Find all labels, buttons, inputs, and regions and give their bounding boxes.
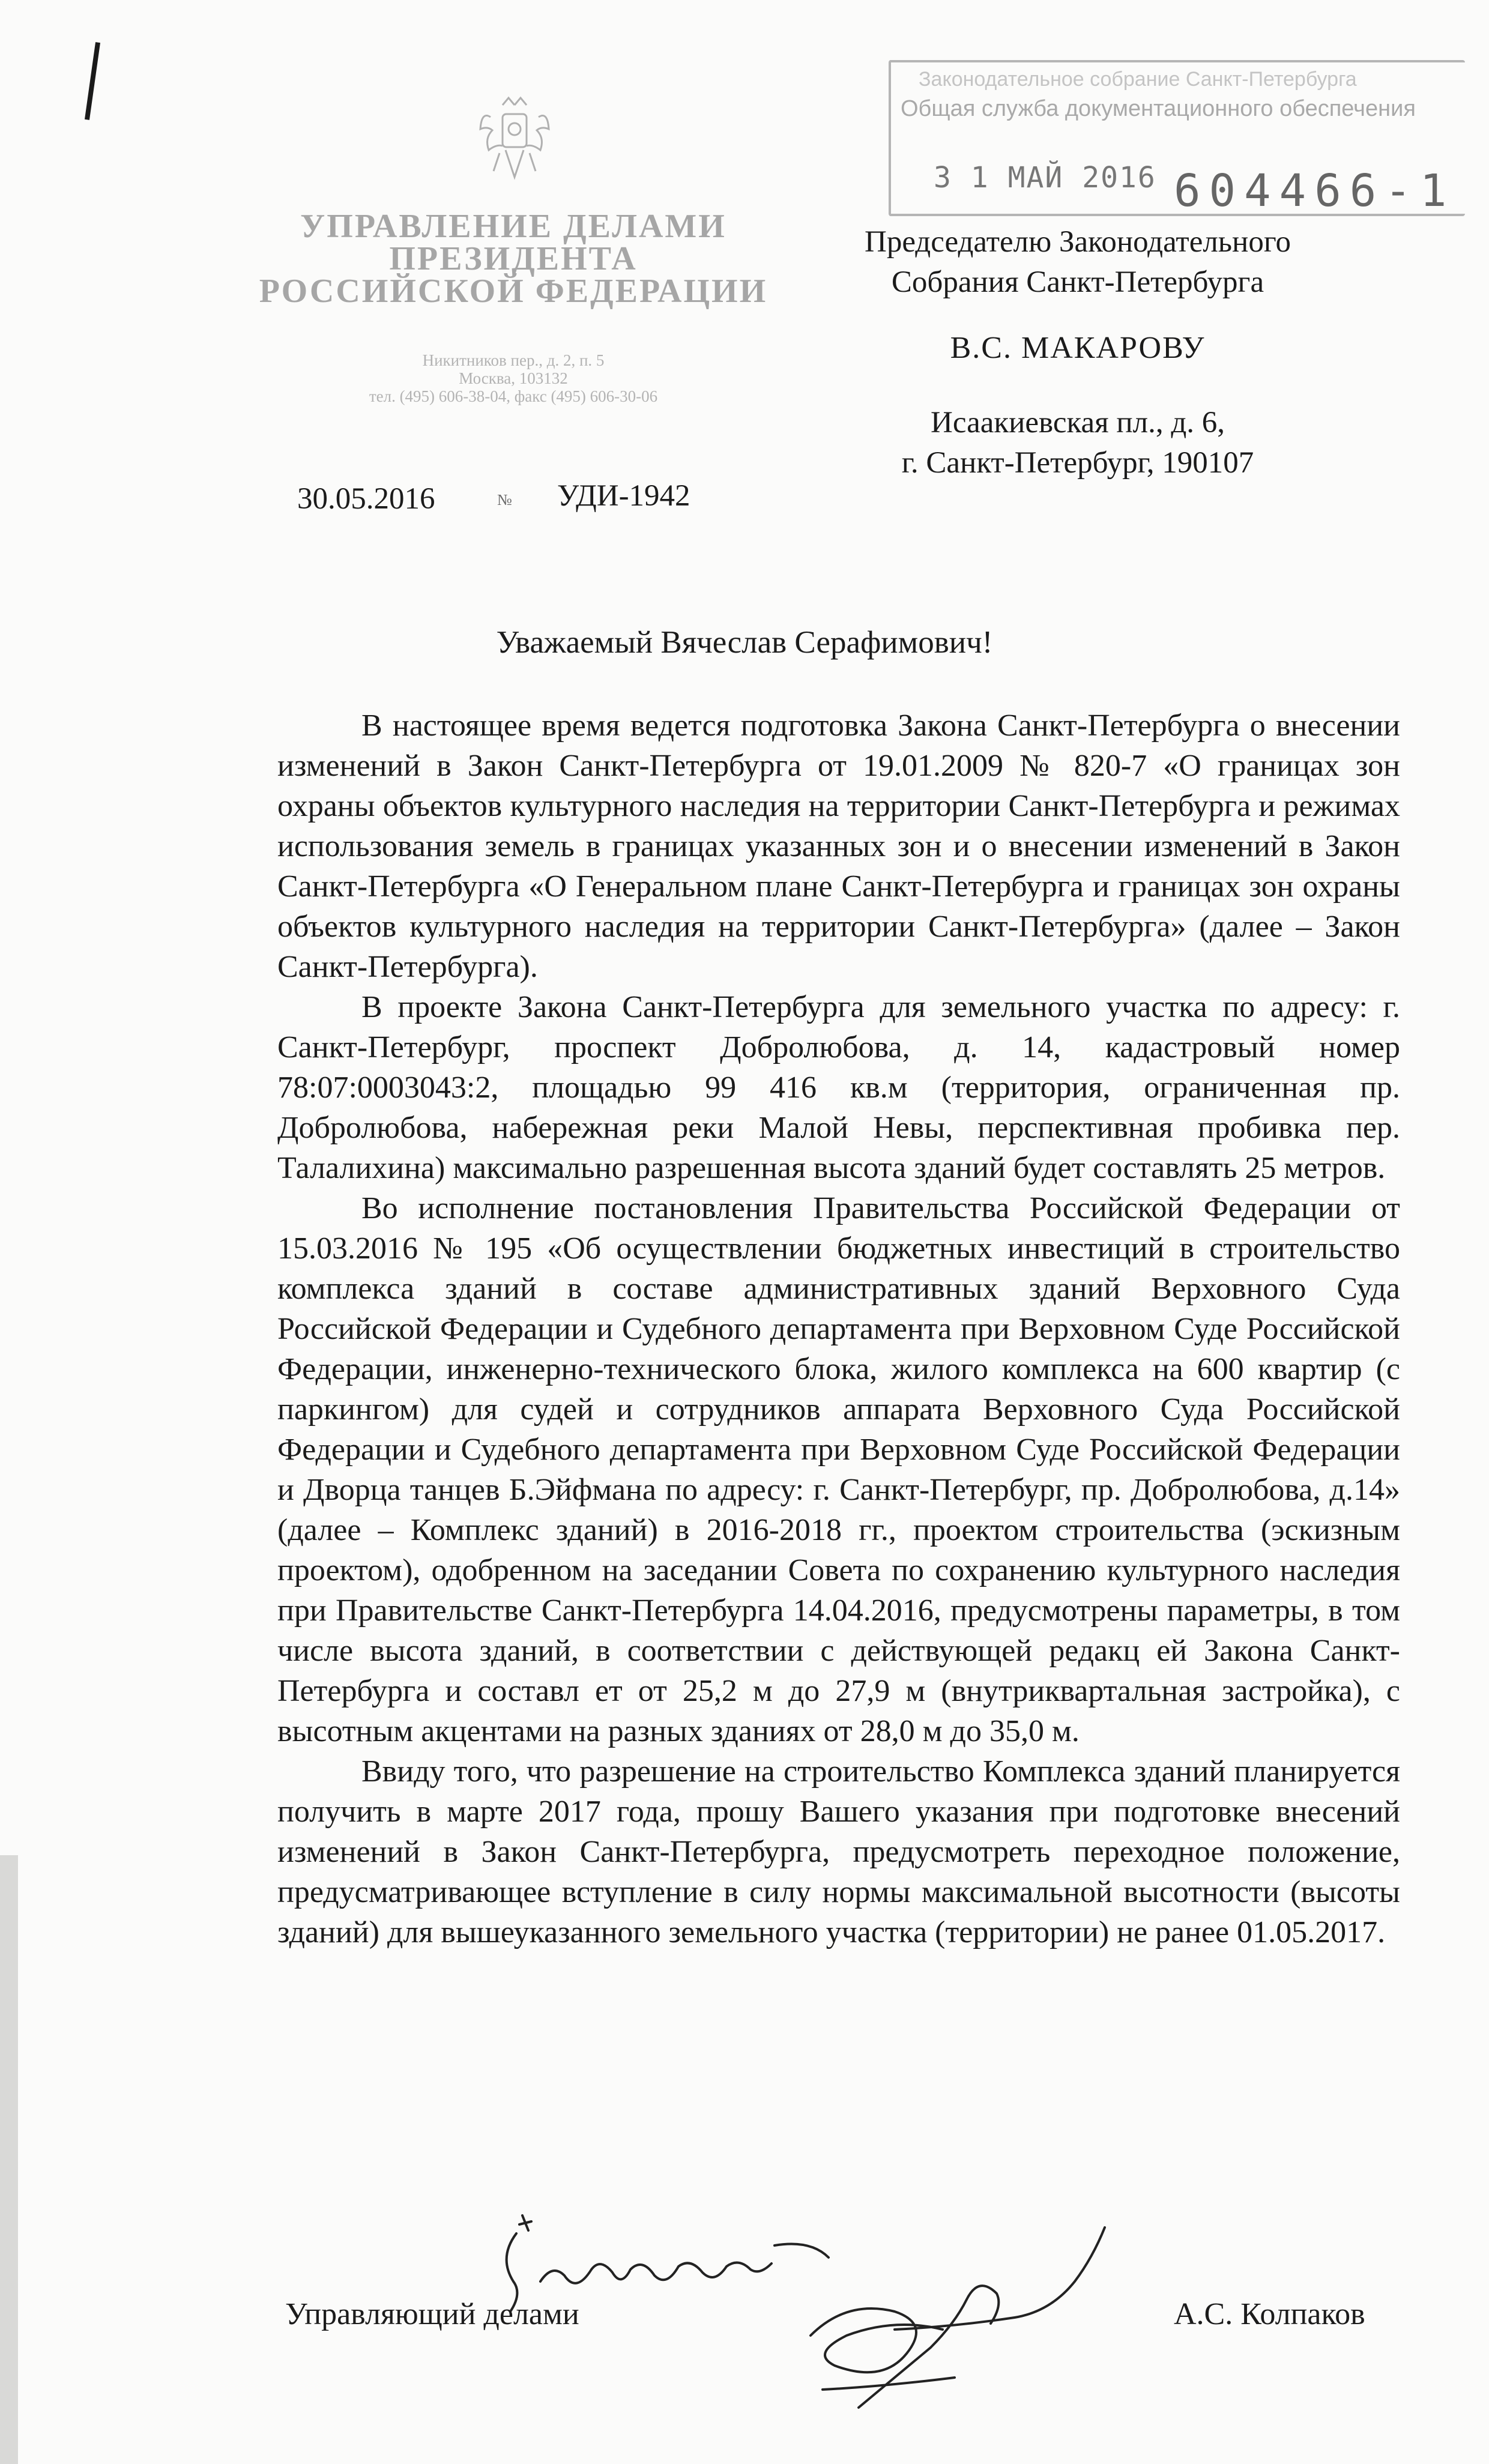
number-sign: № [497, 491, 512, 509]
org-name-line: УПРАВЛЕНИЕ ДЕЛАМИ [300, 208, 726, 245]
stamp-registration-number: 604466-1 [1174, 165, 1455, 217]
letter-body [277, 705, 1400, 1952]
addressee-name: В.С. МАКАРОВУ [950, 331, 1206, 365]
signatory-title: Управляющий делами [285, 2297, 579, 2331]
org-address-line: тел. (495) 606-38-04, факс (495) 606-30-06 [369, 387, 658, 405]
coat-of-arms-emblem-icon [476, 93, 554, 183]
body-paragraph: Ввиду того, что разрешение на строительство Комплекса зданий планируется получить в марте 2017 года, прошу Вашего указания при подготовке внесений изменений в Закон Санкт-Петербурга, предусмотреть переходное положение, предусматривающее вступление в силу нормы максимальной высотности (высоты зданий) для вышеуказанного земельного участка (территории) не ранее 01.05.2017. [277, 1754, 1400, 1949]
signatory-name: А.С. Колпаков [1174, 2297, 1365, 2331]
addressee-address: г. Санкт-Петербург, 190107 [901, 446, 1254, 480]
org-name-line: ПРЕЗИДЕНТА [389, 240, 638, 277]
org-address-line: Никитников пер., д. 2, п. 5 [422, 351, 605, 369]
addressee-position: Собрания Санкт-Петербурга [891, 265, 1264, 299]
organization-address [276, 351, 751, 405]
organization-name [228, 208, 799, 310]
handwritten-signature-icon [474, 2209, 1183, 2450]
org-name-line: РОССИЙСКОЙ ФЕДЕРАЦИИ [259, 273, 768, 310]
scan-mark [85, 42, 100, 120]
addressee-block [793, 222, 1363, 483]
addressee-address: Исаакиевская пл., д. 6, [930, 406, 1225, 439]
stamp-service-line: Общая служба документационного обеспечения [901, 96, 1416, 121]
body-paragraph: Во исполнение постановления Правительства Российской Федерации от 15.03.2016 № 195 «Об осуществлении бюджетных инвестиций в строительство комплекса зданий в составе административных зданий Верховного Суда Российской Федерации и Судебного департамента при Верховном Суде Российской Федерации, инженерно-технического блока, жилого комплекса на 600 квартир (с паркингом) для судей и сотрудников аппарата Верховного Суда Российской Федерации и Судебного департамента при Верховном Суде Российской Федерации и Дворца танцев Б.Эйфмана по адресу: г. Санкт-Петербург, пр. Добролюбова, д.14» (далее – Комплекс зданий) в 2016-2018 гг., проектом строительства (эскизным проектом), одобренном на заседании Совета по сохранению культурного наследия при Правительстве Санкт-Петербурга 14.04.2016, предусмотрены параметры, в том числе высота зданий, в соответствии с действующей редакц ей Закона Санкт-Петербурга и составл ет от 25,2 м до 27,9 м (внутриквартальная застройка), с высотным акцентами на разных зданиях от 28,0 м до 35,0 м. [277, 1191, 1400, 1748]
greeting: Уважаемый Вячеслав Серафимович! [496, 625, 993, 660]
document-date: 30.05.2016 [297, 482, 435, 516]
stamp-date: 3 1 МАЙ 2016 [934, 161, 1156, 195]
addressee-position: Председателю Законодательного [865, 225, 1291, 259]
body-paragraph: В настоящее время ведется подготовка Закона Санкт-Петербурга о внесении изменений в Закон Санкт-Петербурга от 19.01.2009 № 820-7 «О границах зон охраны объектов культурного наследия на территории Санкт-Петербурга и режимах использования земель в границах указанных зон и о внесении изменений в Закон Санкт-Петербурга «О Генеральном плане Санкт-Петербурга и границах зон охраны объектов культурного наследия на территории Санкт-Петербурга» (далее – Закон Санкт-Петербурга). [277, 708, 1400, 984]
stamp-org-line: Законодательное собрание Санкт-Петербурга [919, 68, 1357, 91]
scan-edge-shadow [0, 1855, 18, 2464]
org-address-line: Москва, 103132 [459, 369, 568, 387]
body-paragraph: В проекте Закона Санкт-Петербурга для земельного участка по адресу: г. Санкт-Петербург, проспект Добролюбова, д. 14, кадастровый номер 78:07:0003043:2, площадью 99 416 кв.м (территория, ограниченная пр. Добролюбова, набережная реки Малой Невы, перспективная пробивка пер. Талалихина) максимально разрешенная высота зданий будет составлять 25 метров. [277, 990, 1400, 1185]
document-number: УДИ-1942 [557, 479, 690, 513]
